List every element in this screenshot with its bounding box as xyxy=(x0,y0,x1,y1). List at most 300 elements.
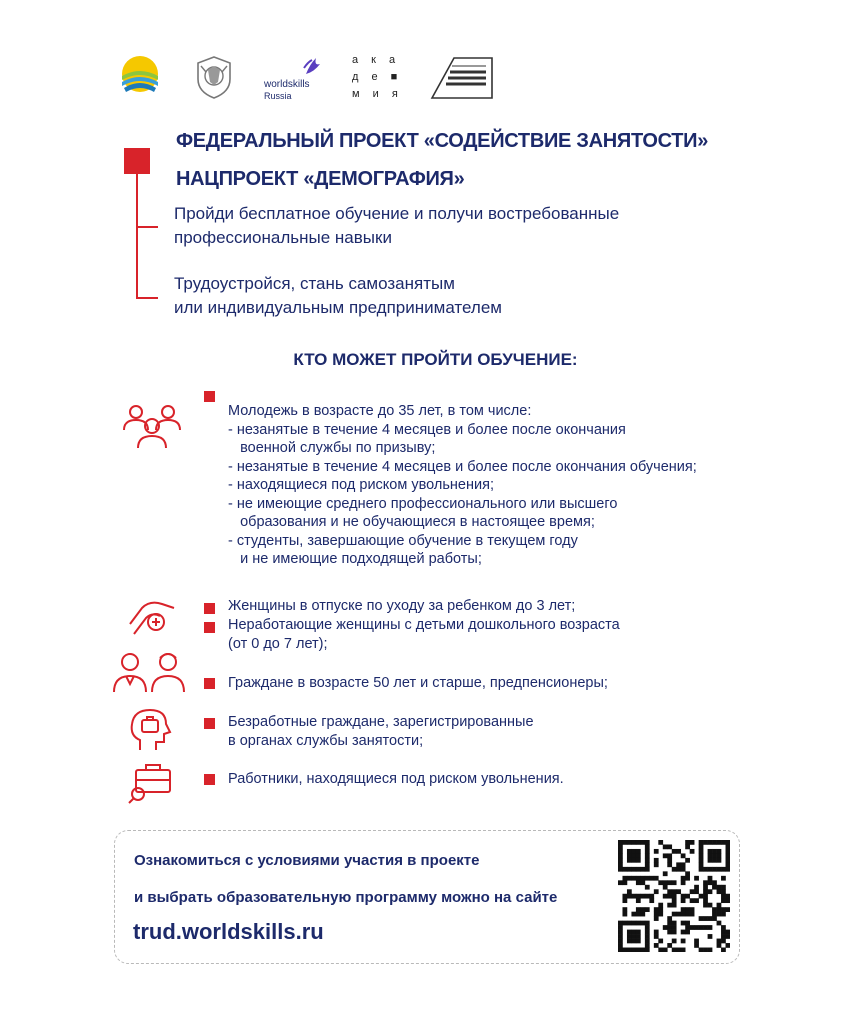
qr-module xyxy=(640,921,645,926)
qr-module xyxy=(627,939,632,944)
unemployed-line-2: в органах службы занятости; xyxy=(228,732,424,749)
qr-module xyxy=(703,916,708,921)
qr-module xyxy=(663,894,668,899)
women-leave-bullet xyxy=(204,603,215,614)
qr-module xyxy=(636,898,641,903)
qr-module xyxy=(712,867,717,872)
qr-module xyxy=(645,921,650,926)
qr-module xyxy=(631,876,636,881)
qr-module xyxy=(699,862,704,867)
youth-line-2: - незанятые в течение 4 месяцев и более после окончания xyxy=(228,421,626,438)
qr-module xyxy=(699,867,704,872)
qr-module xyxy=(717,858,722,863)
lead-training-line-2: профессиональные навыки xyxy=(174,228,392,247)
qr-module xyxy=(699,894,704,899)
site-link[interactable]: trud.worldskills.ru xyxy=(133,919,324,944)
lead-training xyxy=(174,202,619,250)
qr-module xyxy=(636,867,641,872)
qr-module xyxy=(721,898,726,903)
qr-module xyxy=(654,907,659,912)
qr-module xyxy=(645,844,650,849)
qr-module xyxy=(672,930,677,935)
qr-module xyxy=(618,930,623,935)
qr-module xyxy=(636,876,641,881)
qr-module xyxy=(636,849,641,854)
qr-module xyxy=(699,916,704,921)
qr-module xyxy=(708,916,713,921)
qr-module xyxy=(663,925,668,930)
unemployed-bullet xyxy=(204,718,215,729)
qr-module xyxy=(636,930,641,935)
qr-module xyxy=(631,858,636,863)
qr-module xyxy=(663,948,668,952)
qr-module xyxy=(627,921,632,926)
qr-module xyxy=(631,921,636,926)
qr-module xyxy=(699,853,704,858)
qr-module xyxy=(681,876,686,881)
qr-module xyxy=(699,925,704,930)
qr-module xyxy=(672,898,677,903)
youth-line-4: - незанятые в течение 4 месяцев и более после окончания обучения; xyxy=(228,458,697,475)
qr-module xyxy=(703,867,708,872)
qr-module xyxy=(681,898,686,903)
qr-module xyxy=(717,867,722,872)
qr-module xyxy=(631,849,636,854)
youth-group-icon xyxy=(120,402,186,455)
qr-module xyxy=(721,934,726,939)
qr-module xyxy=(676,862,681,867)
qr-module xyxy=(672,903,677,908)
qr-module xyxy=(654,916,659,921)
qr-module xyxy=(636,939,641,944)
hands-care-icon xyxy=(126,594,178,643)
qr-module xyxy=(636,853,641,858)
qr-module xyxy=(681,880,686,885)
qr-module xyxy=(618,862,623,867)
qr-module xyxy=(690,849,695,854)
qr-module xyxy=(681,921,686,926)
qr-module xyxy=(645,862,650,867)
qr-module xyxy=(631,934,636,939)
qr-module xyxy=(672,880,677,885)
qr-module xyxy=(690,889,695,894)
qr-module xyxy=(645,867,650,872)
qr-module xyxy=(631,894,636,899)
qr-module xyxy=(681,907,686,912)
qr-module xyxy=(703,880,708,885)
qr-module xyxy=(712,885,717,890)
qr-module xyxy=(631,948,636,952)
qr-module xyxy=(649,898,654,903)
qr-module xyxy=(667,921,672,926)
qr-module xyxy=(694,876,699,881)
qr-module xyxy=(631,939,636,944)
qr-module xyxy=(645,885,650,890)
qr-module xyxy=(663,871,668,876)
qr-module xyxy=(694,889,699,894)
qr-module xyxy=(717,903,722,908)
seniors-bullet xyxy=(204,678,215,689)
qr-module xyxy=(654,943,659,948)
women-leave-text: Женщины в отпуске по уходу за ребенком до 3 лет; xyxy=(228,598,576,614)
qr-module xyxy=(717,939,722,944)
qr-module xyxy=(717,889,722,894)
youth-line-7: образования и не обучающиеся в настоящее время; xyxy=(228,514,595,530)
qr-module xyxy=(717,907,722,912)
qr-module xyxy=(717,921,722,926)
qr-module xyxy=(658,939,663,944)
qr-module xyxy=(618,844,623,849)
women-unemployed-text xyxy=(228,616,620,653)
qr-module xyxy=(676,912,681,917)
qr-module xyxy=(622,948,627,952)
qr-module xyxy=(721,939,726,944)
qr-module xyxy=(622,867,627,872)
qr-module xyxy=(667,943,672,948)
qr-module xyxy=(645,907,650,912)
qr-module xyxy=(708,903,713,908)
qr-module xyxy=(667,916,672,921)
qr-module xyxy=(631,853,636,858)
qr-module xyxy=(681,867,686,872)
qr-module xyxy=(618,858,623,863)
qr-module xyxy=(703,840,708,845)
qr-module xyxy=(685,844,690,849)
qr-module xyxy=(708,876,713,881)
qr-module xyxy=(694,943,699,948)
qr-module xyxy=(654,912,659,917)
qr-module xyxy=(721,930,726,935)
qr-module xyxy=(618,849,623,854)
qr-module xyxy=(726,862,730,867)
qr-module xyxy=(645,876,650,881)
qr-module xyxy=(717,912,722,917)
qr-module xyxy=(685,912,690,917)
qr-module xyxy=(627,867,632,872)
qr-module xyxy=(685,925,690,930)
qr-module xyxy=(703,885,708,890)
seniors-text: Граждане в возрасте 50 лет и старше, предпенсионеры; xyxy=(228,675,608,691)
qr-module xyxy=(708,853,713,858)
qr-module xyxy=(622,840,627,845)
qr-module xyxy=(726,853,730,858)
qr-module xyxy=(721,885,726,890)
qr-module xyxy=(681,853,686,858)
qr-module xyxy=(627,876,632,881)
qr-module xyxy=(721,876,726,881)
qr-module xyxy=(672,889,677,894)
qr-module xyxy=(708,880,713,885)
qr-module xyxy=(712,916,717,921)
qr-module xyxy=(676,889,681,894)
qr-module xyxy=(645,948,650,952)
youth-line-9: и не имеющие подходящей работы; xyxy=(228,551,482,567)
qr-module xyxy=(622,907,627,912)
qr-module xyxy=(640,880,645,885)
qr-module xyxy=(640,876,645,881)
qr-module xyxy=(685,876,690,881)
qr-module xyxy=(631,912,636,917)
qr-module xyxy=(672,921,677,926)
qr-module xyxy=(672,849,677,854)
youth-bullet xyxy=(204,391,215,402)
cta-line-1: Ознакомиться с условиями участия в проекте xyxy=(134,852,480,869)
qr-module xyxy=(618,925,623,930)
workers-bullet xyxy=(204,774,215,785)
qr-module xyxy=(640,894,645,899)
qr-module xyxy=(712,849,717,854)
qr-module xyxy=(676,948,681,952)
qr-module xyxy=(708,889,713,894)
qr-module xyxy=(618,934,623,939)
qr-module xyxy=(685,894,690,899)
qr-module xyxy=(627,849,632,854)
page-title-federal-project: ФЕДЕРАЛЬНЫЙ ПРОЕКТ «СОДЕЙСТВИЕ ЗАНЯТОСТИ» xyxy=(176,130,709,152)
qr-module xyxy=(708,934,713,939)
header-vertical-line xyxy=(136,174,138,298)
academy-line-2: д е ■ xyxy=(352,71,403,83)
qr-module xyxy=(636,858,641,863)
qr-module xyxy=(681,912,686,917)
qr-module xyxy=(618,853,623,858)
worldskills-wordmark: worldskills xyxy=(264,79,310,90)
header-connector-1 xyxy=(136,226,158,228)
qr-module xyxy=(708,840,713,845)
qr-module xyxy=(681,939,686,944)
qr-module xyxy=(676,867,681,872)
qr-module xyxy=(645,858,650,863)
header-connector-2 xyxy=(136,297,158,299)
page-title-national-project: НАЦПРОЕКТ «ДЕМОГРАФИЯ» xyxy=(176,168,465,190)
qr-module xyxy=(726,844,730,849)
qr-module xyxy=(622,880,627,885)
qr-module xyxy=(663,885,668,890)
seniors-icon xyxy=(110,650,190,699)
qr-module xyxy=(694,898,699,903)
qr-module xyxy=(694,925,699,930)
qr-module xyxy=(703,948,708,952)
qr-module xyxy=(681,930,686,935)
qr-module xyxy=(645,934,650,939)
qr-module xyxy=(694,885,699,890)
youth-line-5: - находящиеся под риском увольнения; xyxy=(228,477,494,493)
qr-module xyxy=(636,912,641,917)
qr-module xyxy=(708,867,713,872)
qr-module xyxy=(721,889,726,894)
qr-module xyxy=(663,880,668,885)
worldskills-country: Russia xyxy=(264,91,292,101)
qr-module xyxy=(676,849,681,854)
qr-module xyxy=(667,858,672,863)
qr-module xyxy=(618,939,623,944)
qr-module xyxy=(690,907,695,912)
qr-module xyxy=(690,912,695,917)
qr-module xyxy=(654,858,659,863)
qr-module xyxy=(690,840,695,845)
qr-module xyxy=(627,858,632,863)
qr-module xyxy=(667,894,672,899)
worldskills-mark-icon xyxy=(302,54,324,78)
academy-logo xyxy=(352,52,404,102)
head-briefcase-icon xyxy=(128,706,172,757)
qr-module xyxy=(654,862,659,867)
qr-module xyxy=(627,840,632,845)
qr-module xyxy=(645,853,650,858)
qr-module xyxy=(622,912,627,917)
qr-module xyxy=(667,925,672,930)
qr-module xyxy=(640,948,645,952)
qr-module xyxy=(699,948,704,952)
qr-module xyxy=(712,907,717,912)
qr-module xyxy=(685,921,690,926)
qr-module xyxy=(631,930,636,935)
qr-module xyxy=(636,921,641,926)
qr-module xyxy=(645,930,650,935)
qr-module xyxy=(721,907,726,912)
workers-text: Работники, находящиеся под риском увольнения. xyxy=(228,771,564,787)
qr-module xyxy=(717,840,722,845)
qr-module xyxy=(726,934,730,939)
qr-module xyxy=(636,907,641,912)
qr-module xyxy=(685,930,690,935)
qr-module xyxy=(681,894,686,899)
qr-module xyxy=(681,948,686,952)
youth-line-8: - студенты, завершающие обучение в текущем году xyxy=(228,532,578,549)
qr-module xyxy=(717,885,722,890)
qr-module xyxy=(645,840,650,845)
qr-module xyxy=(618,921,623,926)
qr-module xyxy=(658,840,663,845)
women-unemployed-bullet xyxy=(204,622,215,633)
qr-module xyxy=(658,912,663,917)
qr-module xyxy=(658,907,663,912)
qr-module xyxy=(649,894,654,899)
qr-module xyxy=(658,948,663,952)
qr-module xyxy=(667,930,672,935)
qr-module xyxy=(663,844,668,849)
national-projects-logo xyxy=(428,54,496,104)
qr-module xyxy=(654,876,659,881)
qr-module xyxy=(618,948,623,952)
header-red-square xyxy=(124,148,150,174)
qr-module xyxy=(708,925,713,930)
qr-module xyxy=(645,943,650,948)
qr-module xyxy=(618,943,623,948)
qr-module xyxy=(627,853,632,858)
women-line-2: Неработающие женщины с детьми дошкольного возраста xyxy=(228,617,620,633)
women-line-3: (от 0 до 7 лет); xyxy=(228,635,328,652)
qr-module xyxy=(708,858,713,863)
government-emblem-icon xyxy=(192,54,236,104)
qr-module xyxy=(726,894,730,899)
qr-module xyxy=(640,840,645,845)
cta-line-2: и выбрать образовательную программу можно на сайте xyxy=(134,889,558,906)
qr-module xyxy=(658,903,663,908)
qr-code-icon[interactable] xyxy=(618,840,730,952)
qr-module xyxy=(721,840,726,845)
qr-module xyxy=(672,925,677,930)
qr-module xyxy=(726,943,730,948)
qr-module xyxy=(703,889,708,894)
qr-module xyxy=(649,876,654,881)
youth-line-3: военной службы по призыву; xyxy=(228,440,436,456)
qr-module xyxy=(645,849,650,854)
qr-module xyxy=(627,894,632,899)
qr-module xyxy=(717,943,722,948)
qr-module xyxy=(685,840,690,845)
qr-module xyxy=(667,853,672,858)
qr-module xyxy=(721,894,726,899)
qr-module xyxy=(712,912,717,917)
qr-module xyxy=(681,862,686,867)
lead-training-line-1: Пройди бесплатное обучение и получи востребованные xyxy=(174,204,620,223)
qr-module xyxy=(667,844,672,849)
qr-module xyxy=(622,921,627,926)
qr-module xyxy=(712,880,717,885)
qr-module xyxy=(721,912,726,917)
qr-module xyxy=(717,849,722,854)
qr-module xyxy=(699,858,704,863)
qr-module xyxy=(631,867,636,872)
qr-module xyxy=(654,849,659,854)
qr-module xyxy=(636,840,641,845)
qr-module xyxy=(654,889,659,894)
qr-module xyxy=(712,853,717,858)
qr-module xyxy=(703,898,708,903)
qr-module xyxy=(672,867,677,872)
qr-module xyxy=(712,858,717,863)
qr-module xyxy=(645,939,650,944)
qr-module xyxy=(622,898,627,903)
qr-module xyxy=(672,912,677,917)
qr-module xyxy=(654,930,659,935)
qr-module xyxy=(726,907,730,912)
qr-module xyxy=(658,880,663,885)
qr-module xyxy=(699,849,704,854)
qr-module xyxy=(672,948,677,952)
qr-module xyxy=(703,894,708,899)
qr-module xyxy=(663,853,668,858)
youth-line-1: Молодежь в возрасте до 35 лет, в том числе: xyxy=(228,403,532,419)
qr-module xyxy=(627,889,632,894)
qr-module xyxy=(667,903,672,908)
qr-module xyxy=(699,844,704,849)
qr-module xyxy=(631,840,636,845)
qr-module xyxy=(636,934,641,939)
briefcase-search-icon xyxy=(126,762,174,809)
qr-module xyxy=(694,939,699,944)
qr-module xyxy=(636,948,641,952)
qr-module xyxy=(690,925,695,930)
qr-module xyxy=(721,867,726,872)
youth-list xyxy=(228,402,697,569)
qr-module xyxy=(618,840,623,845)
qr-module xyxy=(618,880,623,885)
qr-module xyxy=(726,849,730,854)
qr-module xyxy=(726,840,730,845)
qr-module xyxy=(703,903,708,908)
qr-module xyxy=(667,862,672,867)
qr-module xyxy=(708,948,713,952)
academy-line-1: а к а xyxy=(352,54,401,66)
sun-logo-icon xyxy=(120,54,160,104)
qr-module xyxy=(667,880,672,885)
qr-module xyxy=(685,858,690,863)
qr-module xyxy=(627,948,632,952)
qr-module xyxy=(618,867,623,872)
qr-module xyxy=(636,880,641,885)
qr-module xyxy=(645,894,650,899)
